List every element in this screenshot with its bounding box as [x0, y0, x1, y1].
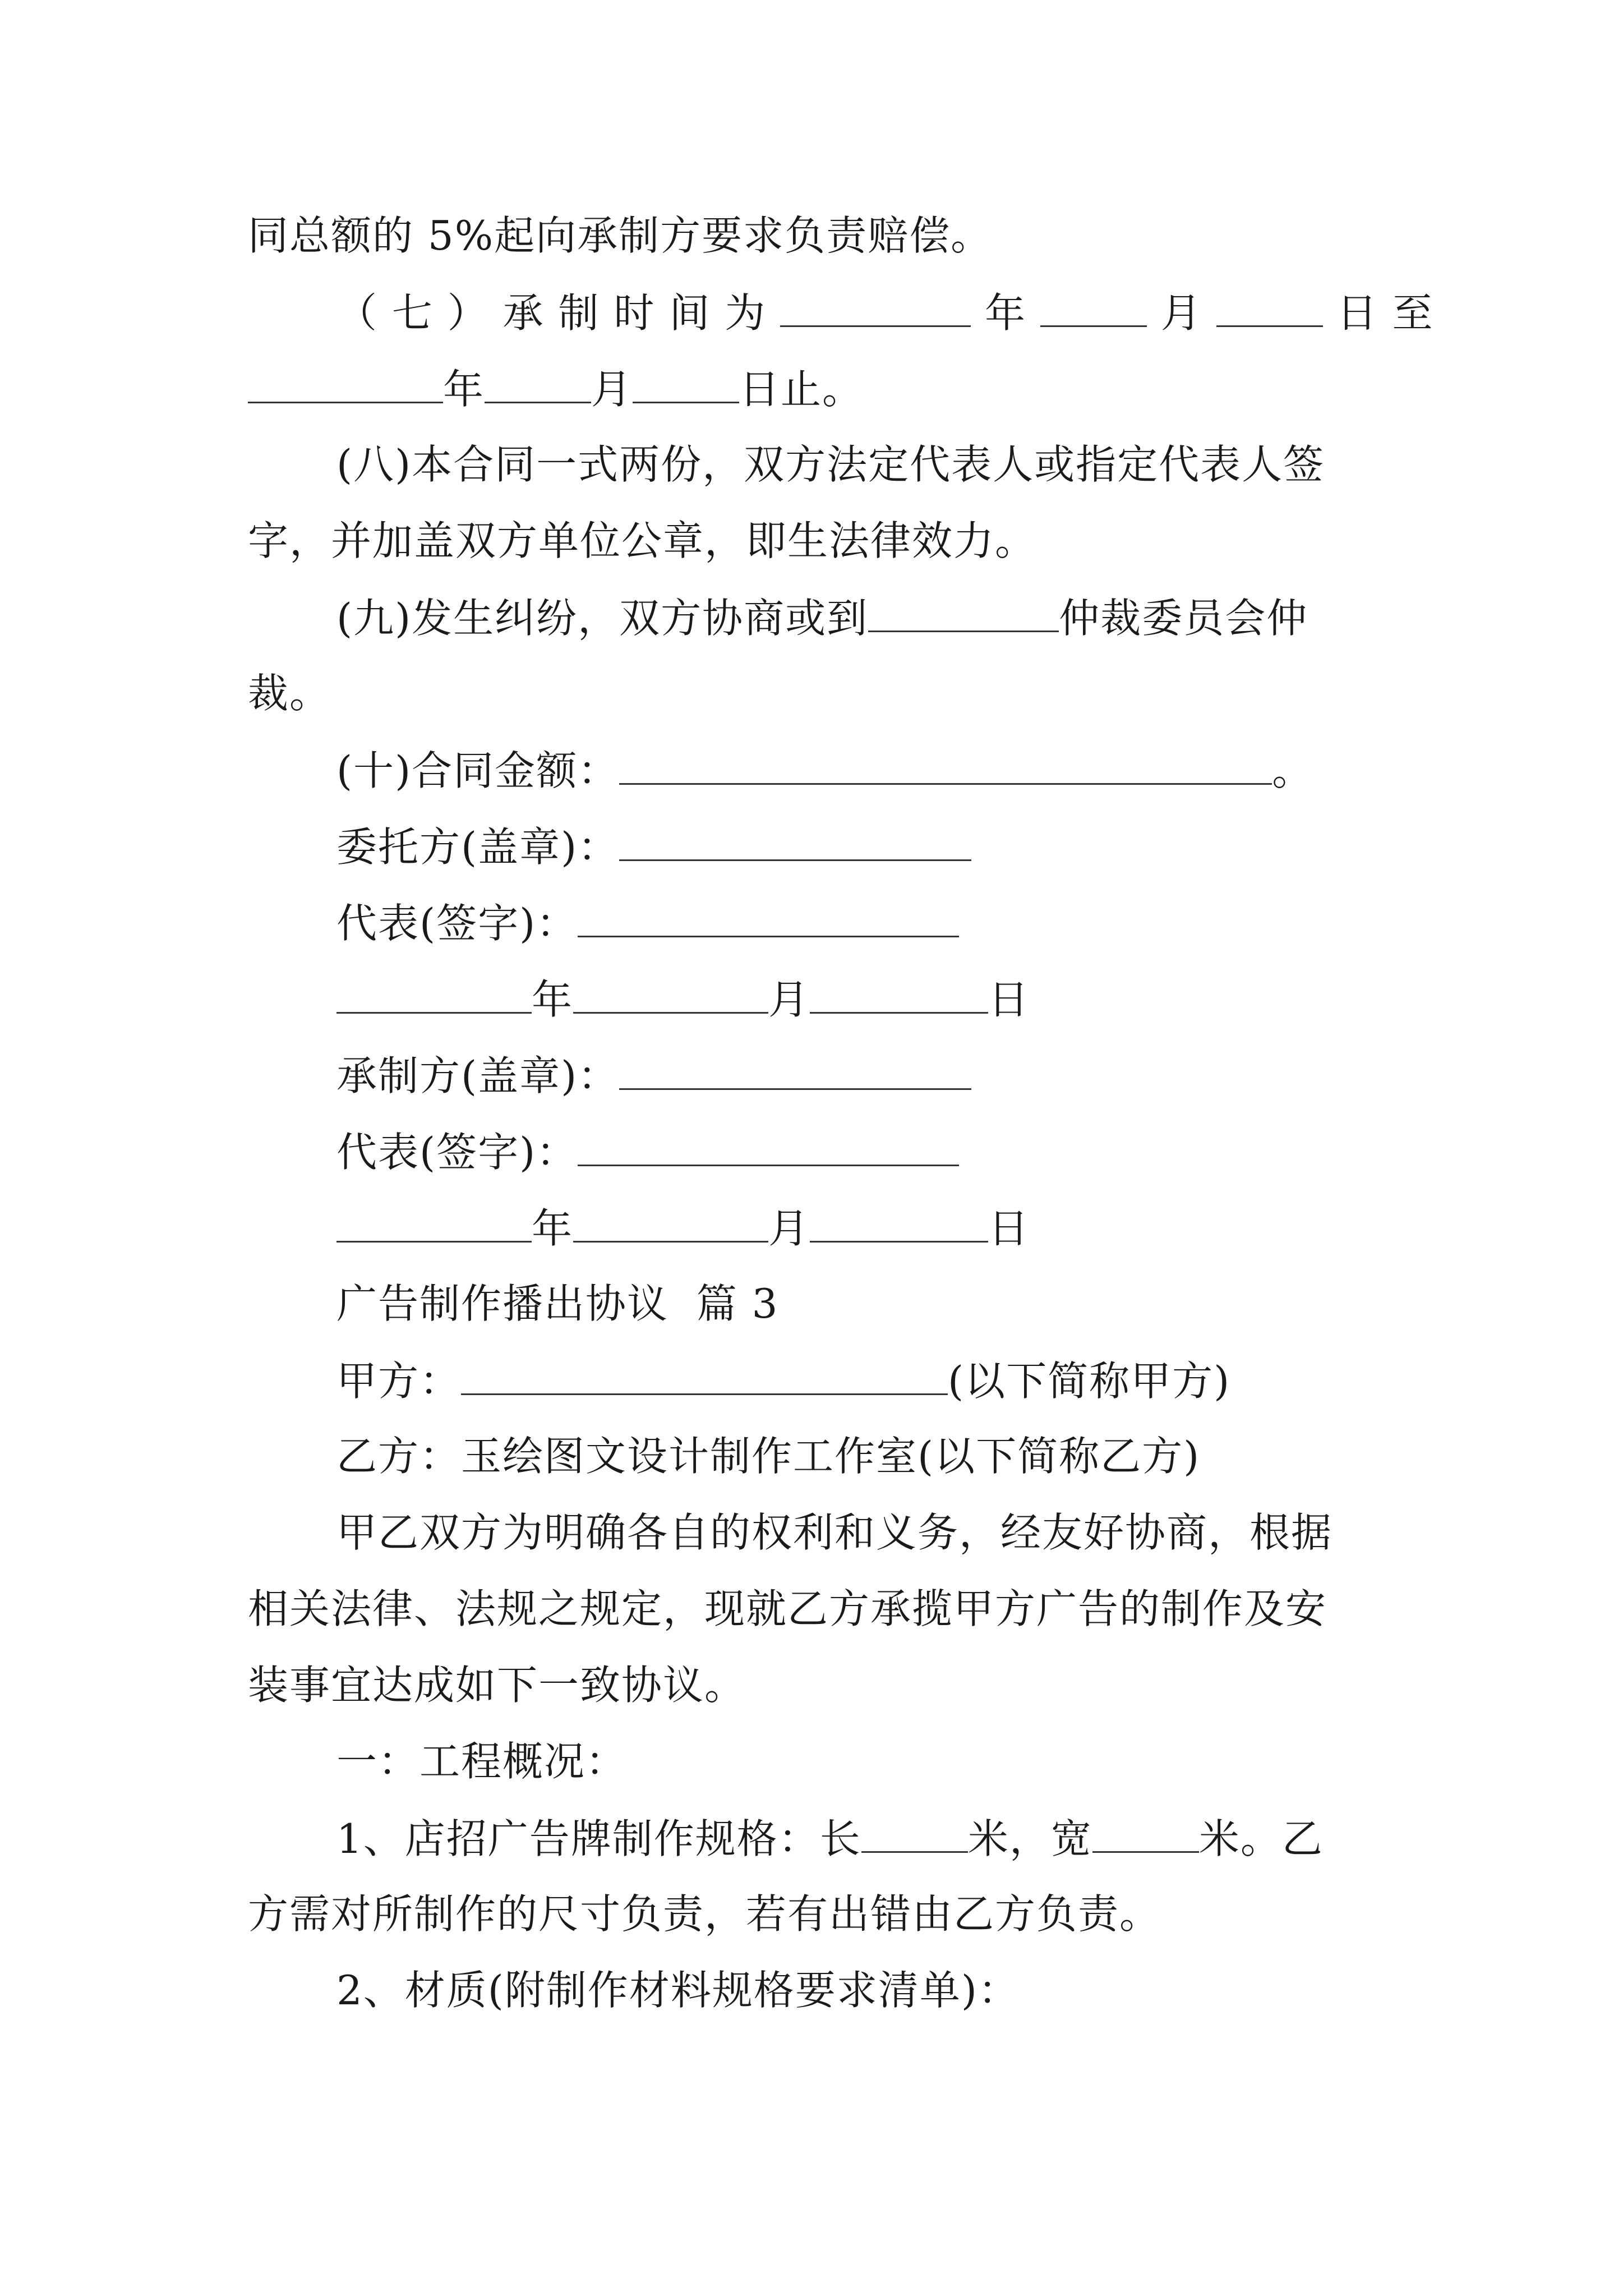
party-b-line: [336, 1433, 1201, 1480]
text-segment: 同总额的 5%起向承制方要求负责赔偿。: [248, 212, 993, 259]
text-segment: 2、材质(附制作材料规格要求清单)：: [336, 1967, 1020, 2014]
blank-field[interactable]: [1092, 1818, 1199, 1853]
text-segment: 字，并加盖双方单位公章，即生法律效力。: [248, 517, 1037, 564]
text-segment: 。: [1272, 747, 1314, 794]
blank-field[interactable]: [619, 826, 971, 861]
text-segment: （ 七 ） 承 制 时 间 为: [336, 289, 781, 337]
text-segment: 装事宜达成如下一致协议。: [248, 1662, 746, 1709]
text-segment: 一：工程概况：: [336, 1738, 628, 1785]
text-segment: 相关法律、法规之规定，现就乙方承揽甲方广告的制作及安: [248, 1585, 1327, 1632]
blank-field[interactable]: [619, 1055, 971, 1090]
text-segment: 1、店招广告牌制作规格：长: [336, 1815, 861, 1862]
blank-field[interactable]: [619, 749, 1272, 785]
text-segment: 年: [532, 1205, 574, 1252]
blank-field[interactable]: [1040, 292, 1147, 327]
text-segment: 日: [988, 976, 1030, 1023]
text-segment: (十)合同金额：: [336, 747, 620, 794]
text-segment: 米，宽: [967, 1815, 1092, 1862]
client-rep-line: [336, 900, 959, 947]
blank-field[interactable]: [573, 1207, 768, 1243]
contract-line-compensation: [248, 212, 993, 259]
party-a-line: [336, 1358, 1231, 1405]
section-one-heading: [336, 1738, 628, 1785]
blank-field[interactable]: [780, 292, 971, 327]
text-segment: (九)发生纠纷，双方协商或到: [336, 595, 869, 642]
spec-line-1: [336, 1815, 1324, 1862]
blank-field[interactable]: [573, 978, 768, 1014]
blank-field[interactable]: [810, 978, 988, 1014]
text-segment: 广告制作播出协议 篇 3: [336, 1280, 779, 1327]
preamble-line-3: [248, 1662, 746, 1709]
blank-field[interactable]: [1216, 292, 1323, 327]
text-segment: 月: [1146, 289, 1216, 337]
text-segment: 年: [443, 366, 485, 413]
blank-field[interactable]: [485, 368, 591, 403]
blank-field[interactable]: [578, 1131, 959, 1166]
spec-line-2: [336, 1967, 1020, 2014]
blank-field[interactable]: [336, 978, 532, 1014]
contractor-date-line: [336, 1205, 1030, 1252]
blank-field[interactable]: [868, 597, 1059, 632]
text-segment: 仲裁委员会仲: [1059, 595, 1308, 642]
text-segment: 甲方：: [336, 1358, 462, 1405]
clause-9-cont: [248, 670, 331, 717]
blank-field[interactable]: [810, 1207, 988, 1243]
text-segment: 年: [971, 289, 1040, 337]
clause-8: [336, 441, 1325, 488]
section-title: [336, 1280, 779, 1327]
preamble-line-2: [248, 1585, 1327, 1632]
clause-8-cont: [248, 517, 1037, 564]
client-seal-line: [336, 823, 971, 871]
text-segment: 日止。: [739, 366, 864, 413]
contractor-rep-line: [336, 1129, 959, 1176]
text-segment: 委托方(盖章)：: [336, 823, 620, 871]
text-segment: 裁。: [248, 670, 331, 717]
text-segment: 方需对所制作的尺寸负责，若有出错由乙方负责。: [248, 1890, 1161, 1938]
clause-9: [336, 595, 1308, 642]
client-date-line: [336, 976, 1030, 1023]
clause-10-amount: [336, 747, 1314, 794]
text-segment: (以下简称甲方): [948, 1358, 1231, 1405]
blank-field[interactable]: [336, 1207, 532, 1243]
text-segment: 代表(签字)：: [336, 1129, 578, 1176]
text-segment: 日 至: [1322, 289, 1434, 337]
text-segment: 月: [768, 976, 810, 1023]
text-segment: 甲乙双方为明确各自的权利和义务，经友好协商，根据: [336, 1509, 1333, 1556]
preamble-line-1: [336, 1509, 1333, 1556]
clause-7-period: [336, 289, 1434, 337]
text-segment: 年: [532, 976, 574, 1023]
text-segment: 乙方：玉绘图文设计制作工作室(以下简称乙方): [336, 1433, 1201, 1480]
blank-field[interactable]: [633, 368, 739, 403]
text-segment: 代表(签字)：: [336, 900, 578, 947]
blank-field[interactable]: [861, 1818, 968, 1853]
text-segment: 月: [591, 366, 633, 413]
text-segment: 月: [768, 1205, 810, 1252]
blank-field[interactable]: [578, 902, 959, 937]
contractor-seal-line: [336, 1052, 971, 1099]
text-segment: 承制方(盖章)：: [336, 1052, 620, 1099]
blank-field[interactable]: [461, 1360, 948, 1395]
blank-field[interactable]: [248, 368, 443, 403]
text-segment: 日: [988, 1205, 1030, 1252]
text-segment: (八)本合同一式两份，双方法定代表人或指定代表人签: [336, 441, 1325, 488]
text-segment: 米。乙: [1198, 1815, 1324, 1862]
spec-line-1-cont: [248, 1890, 1161, 1938]
clause-7-period-end: [248, 366, 864, 413]
